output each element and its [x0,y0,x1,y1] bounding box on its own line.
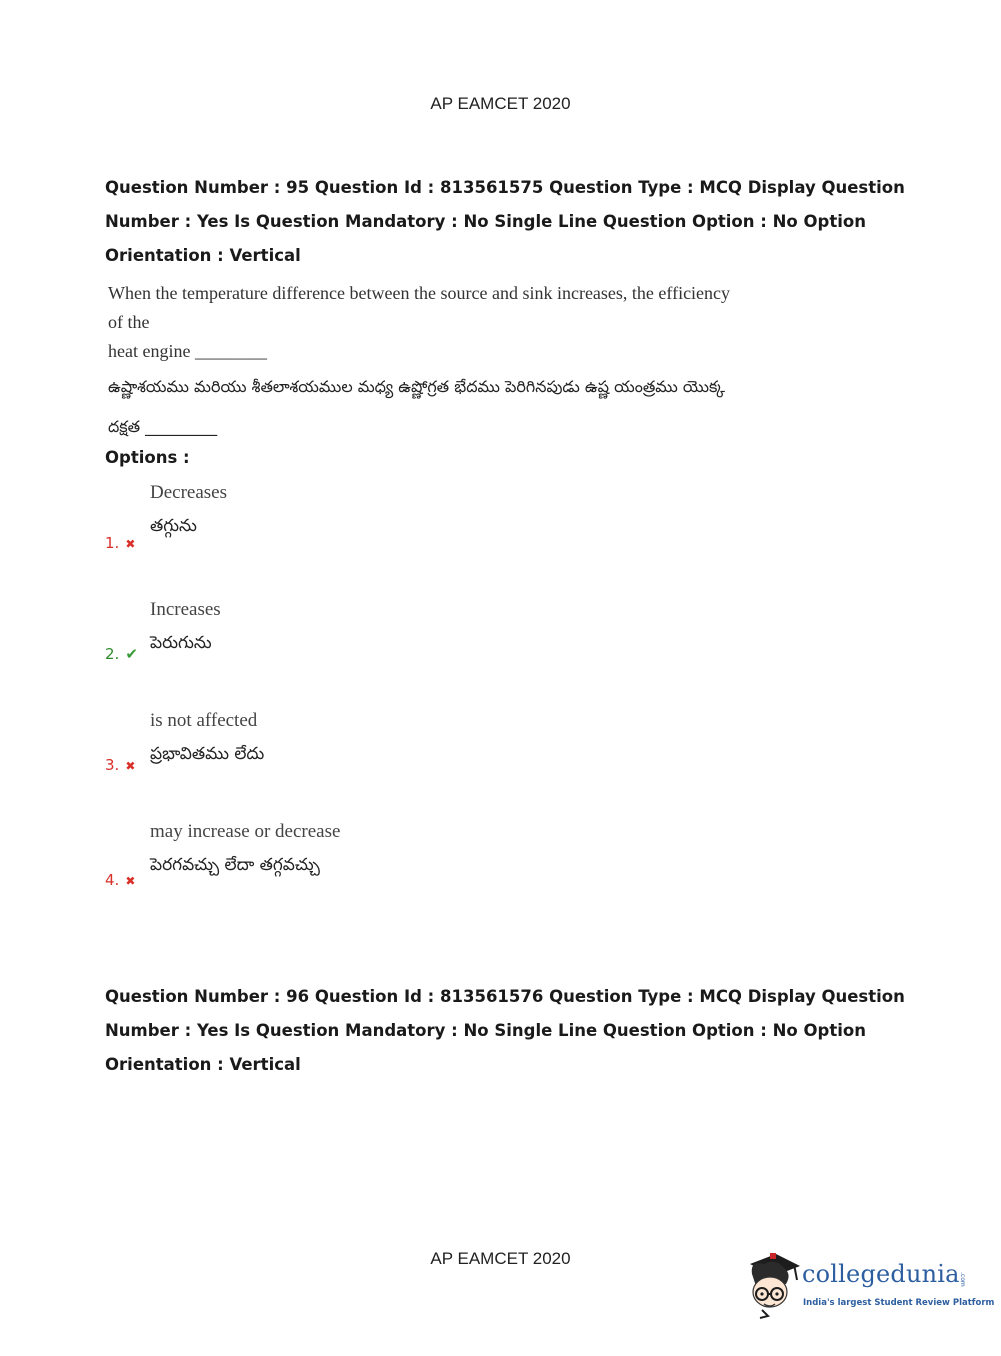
collegedunia-logo [742,1250,995,1320]
question-text-line: దక్షత _________ [108,417,218,436]
option-text-english: is not affected [150,710,258,731]
meta-line: Number : Yes Is Question Mandatory : No Single Line Question Option : No Option [105,212,866,231]
page-footer: AP EAMCET 2020 [430,1249,571,1268]
logo-tagline: India's largest Student Review Platform [803,1298,995,1308]
meta-line: Question Number : 96 Question Id : 813561576 Question Type : MCQ Display Question [105,987,905,1006]
meta-line: Question Number : 95 Question Id : 813561575 Question Type : MCQ Display Question [105,178,905,197]
option-1 [105,482,505,572]
option-text-english: Decreases [150,482,228,503]
option-2 [105,599,505,689]
meta-line: Orientation : Vertical [105,1055,301,1074]
option-number-label: 1. [105,534,120,552]
question-95-meta [105,171,905,273]
option-number [105,871,135,889]
question-text-telugu [108,367,748,447]
option-text-telugu: తగ్గును [150,516,197,536]
option-number [105,534,135,552]
question-text-line: heat engine ________ [108,341,267,361]
option-text-telugu: పెరగవచ్చు లేదా తగ్గవచ్చు [150,855,320,875]
option-text-english: Increases [150,599,221,620]
option-number-label: 4. [105,871,120,889]
cross-icon: ✖ [125,874,136,888]
question-text-english [108,279,748,366]
option-text-telugu: ప్రభావితము లేదు [150,744,265,764]
option-number [105,645,138,663]
question-text-line: When the temperature difference between the source and sink increases, the efficiency of the [108,283,731,332]
option-number [105,756,135,774]
meta-line: Number : Yes Is Question Mandatory : No Single Line Question Option : No Option [105,1021,866,1040]
option-text-telugu: పెరుగును [150,633,212,653]
option-text-english: may increase or decrease [150,821,341,842]
option-number-label: 2. [105,645,120,663]
option-4 [105,821,505,911]
option-3 [105,710,505,800]
cross-icon: ✖ [125,537,136,551]
question-96-meta [105,980,905,1082]
page-header: AP EAMCET 2020 [430,94,571,113]
cross-icon: ✖ [125,759,136,773]
logo-suffix: .com [959,1272,966,1287]
mascot-icon [742,1250,804,1320]
options-label: Options : [105,448,190,467]
meta-line: Orientation : Vertical [105,246,301,265]
option-number-label: 3. [105,756,120,774]
question-text-line: ఉష్ణాశయము మరియు శీతలాశయముల మధ్య ఉష్ణోగ్రత భేదము పెరిగినపుడు ఉష్ణ యంత్రము యొక్క [108,377,726,396]
logo-wordmark: collegedunia [802,1260,960,1288]
check-icon: ✔ [125,645,138,663]
